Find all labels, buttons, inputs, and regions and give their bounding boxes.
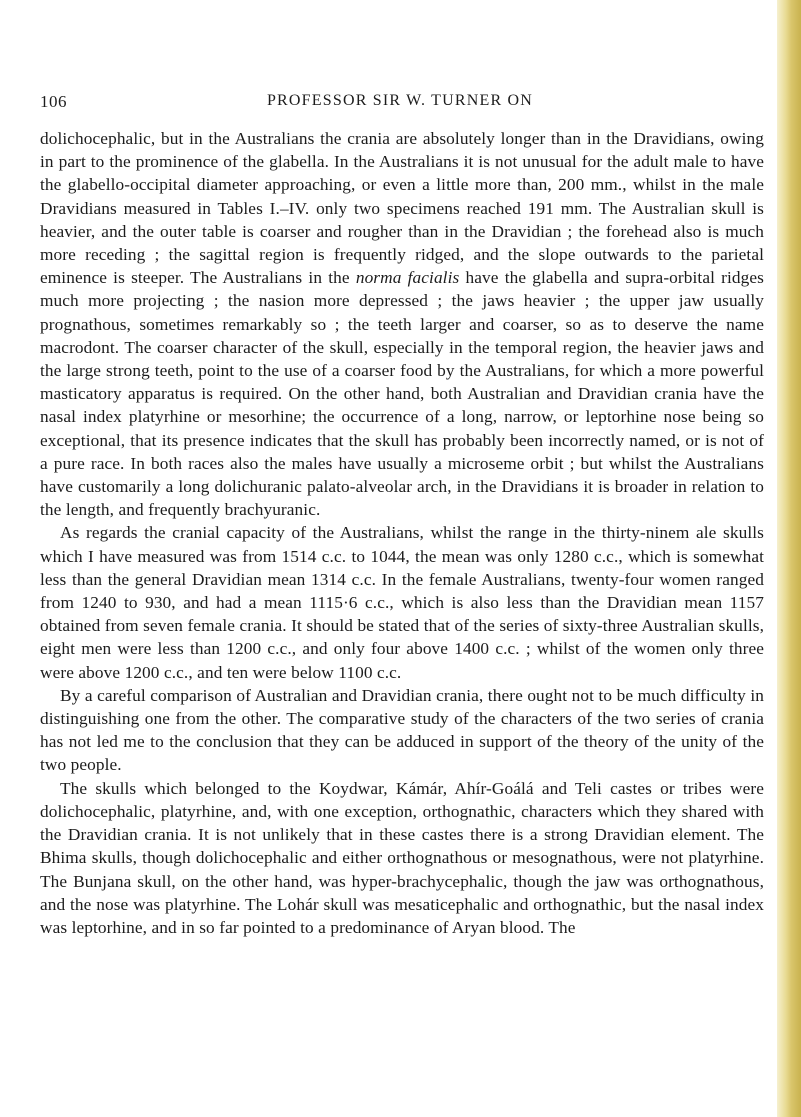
- paragraph-text: dolichocephalic, but in the Australians the crania are absolutely longer than in the Dravidians, owing in part to the prominence of the glabella. In the Australians it is not unusual for the adult male to have the glabello-occipital diameter approaching, or even a little more than, 200 mm., whilst in the male Dravidians measured in Tables I.–IV. only two specimens reached 191 mm. The Australian skull is heavier, and the outer table is coarser and rougher than in the Dravidian ; the forehead also is much more receding ; the sagittal region is frequently ridged, and the slope outwards to the parietal eminence is steeper. The Australians in the: [40, 129, 764, 288]
- italic-term: norma facialis: [355, 268, 460, 288]
- paragraph: [40, 127, 764, 521]
- paragraph: [40, 521, 764, 683]
- page-header: [40, 92, 760, 118]
- paragraph: [40, 684, 764, 777]
- paragraph-text: As regards the cranial capacity of the Australians, whilst the range in the thirty-ninem ale skulls which I have measured was from 1514 c.c. to 1044, the mean was only 1280 c.c., which is somewhat less than the general Dravidian mean 1314 c.c. In the female Australians, twenty-four women ranged from 1240 to 930, and had a mean 1115·6 c.c., which is also less than the Dravidian mean 1157 obtained from seven female crania. It should be stated that of the series of sixty-three Australian skulls, eight men were less than 1200 c.c., and only four above 1400 c.c. ; whilst of the women only three were above 1200 c.c., and ten were below 1100 c.c.: [40, 523, 764, 682]
- paragraph: [40, 777, 764, 939]
- page-number: 106: [40, 92, 67, 111]
- page-edge-shadow: [777, 0, 801, 1117]
- body-text: [40, 127, 764, 939]
- paragraph-text: have the glabella and supra-orbital ridges much more projecting ; the nasion more depressed ; the jaws heavier ; the upper jaw usually prognathous, sometimes remarkably so ; the teeth larger and coarser, so as to deserve the name macrodont. The coarser character of the skull, especially in the temporal region, the heavier jaws and the large strong teeth, point to the use of a coarser food by the Australians, for which a more powerful masticatory apparatus is required. On the other hand, both Australian and Dravidian crania have the nasal index platyrhine or mesorhine; the occurrence of a long, narrow, or leptorhine nose being so exceptional, that its presence indicates that the skull has probably been incorrectly named, or is not of a pure race. In both races also the males have usually a microseme orbit ; but whilst the Australians have customarily a long dolichuranic palato-alveolar arch, in the Dravidians it is broader in relation to the length, and frequently brachyuranic.: [40, 268, 764, 520]
- paragraph-text: By a careful comparison of Australian and Dravidian crania, there ought not to be much difficulty in distinguishing one from the other. The comparative study of the characters of the two series of crania has not led me to the conclusion that they can be adduced in support of the theory of the unity of the two people.: [40, 685, 764, 775]
- running-head: PROFESSOR SIR W. TURNER ON: [266, 92, 534, 109]
- paragraph-text: The skulls which belonged to the Koydwar, Kámár, Ahír-Goálá and Teli castes or tribes were dolichocephalic, platyrhine, and, with one exception, orthognathic, characters which they shared with the Dravidian crania. It is not unlikely that in these castes there is a strong Dravidian element. The Bhima skulls, though dolichocephalic and either orthognathous or mesognathous, were not platyrhine. The Bunjana skull, on the other hand, was hyper-brachycephalic, though the jaw was orthognathous, and the nose was platyrhine. The Lohár skull was mesaticephalic and orthognathic, but the nasal index was leptorhine, and in so far pointed to a predominance of Aryan blood. The: [40, 778, 764, 937]
